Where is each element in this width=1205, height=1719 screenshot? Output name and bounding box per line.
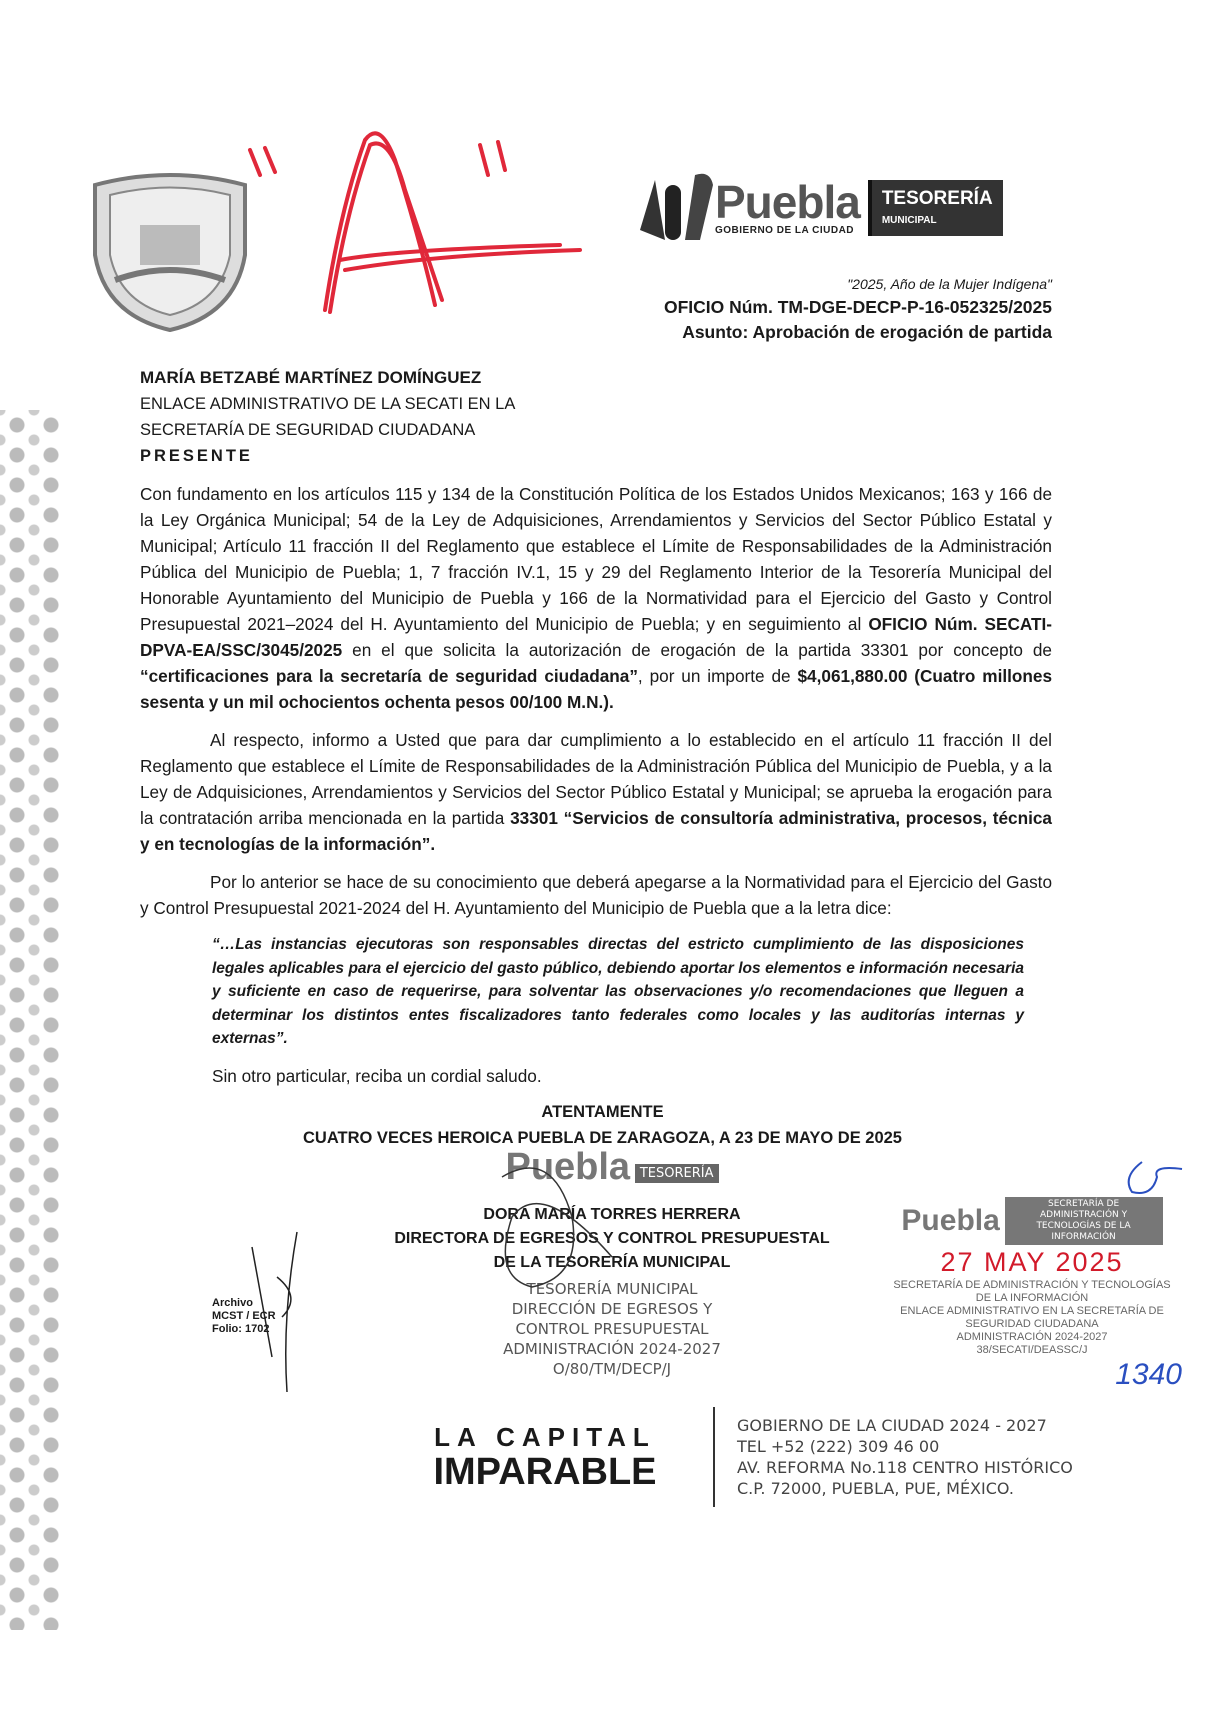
received-stamp-text [872,1279,1192,1357]
p1-text-3: , por un importe de [637,666,798,686]
p2-text: Al respecto, informo a Usted que para dar cumplimiento a lo establecido en el artículo 11 fracción II del Reglamento que establece el Límite de Responsabilidades de la Administración Pública del Municipio de Puebla, y a la Ley de Adquisiciones, Arrendamientos y Servicios del Sector Público Estatal y Municipal; se aprueba la erogación para la contratación arriba mencionada en la partida [140,730,1052,828]
archive-line: Folio: 1702 [212,1322,270,1335]
p1-oficio-ref: OFICIO Núm. SECATI-DPVA-EA/SSC/3045/2025 [140,614,1052,660]
closing: Sin otro particular, reciba un cordial saludo. [212,1065,542,1086]
stamp-line: ADMINISTRACIÓN 2024-2027 [503,1339,721,1358]
paragraph-2 [140,727,1052,857]
footer-postal: C.P. 72000, PUEBLA, PUE, MÉXICO. [737,1478,1014,1498]
archive-column [212,1157,362,1393]
signer-title-1: DIRECTORA DE EGRESOS Y CONTROL PRESUPUESTAL [394,1229,830,1247]
puebla-tesoreria-logo [635,170,1003,245]
stamp-line: SEGURIDAD CIUDADANA [965,1317,1099,1330]
stamp-logo-unit: TESORERÍA [635,1164,719,1183]
paragraph-3: Por lo anterior se hace de su conocimiento que deberá apegarse a la Normatividad para el Ejercicio del Gasto y Control Presupuestal 2021-2024 del H. Ayuntamiento del Municipio de Puebla que a la letra dice: [140,872,1052,918]
footer-phone: TEL +52 (222) 309 46 00 [737,1436,940,1456]
archive-line: MCST / ECR [212,1309,276,1322]
logo-puebla: Puebla [715,176,860,228]
recipient-title-1: ENLACE ADMINISTRATIVO DE LA SECATI EN LA [140,395,516,413]
oficio-number: OFICIO Núm. TM-DGE-DECP-P-16-052325/2025 [663,297,1052,317]
brand-line-2: IMPARABLE [433,1451,657,1493]
secati-logo-unit: SECRETARÍA DE ADMINISTRACIÓN Y TECNOLOGÍAS DE LA INFORMACIÓN [1005,1197,1163,1245]
handwritten-number: 1340 [1115,1357,1182,1391]
letter-content [0,365,1205,1507]
logo-subtitle: GOBIERNO DE LA CIUDAD [715,225,855,236]
footer-line: GOBIERNO DE LA CIUDAD 2024 - 2027 [737,1415,1047,1435]
logo-unit-box [868,180,1003,236]
received-date-stamp: 27 MAY 2025 [940,1246,1124,1277]
initials-signature [242,1227,312,1397]
signer-title-2: DE LA TESORERÍA MUNICIPAL [493,1253,731,1271]
stamp-line: ADMINISTRACIÓN 2024-2027 [956,1330,1108,1343]
received-stamp-column [872,1157,1192,1393]
quoted-regulation: “…Las instancias ejecutoras son responsables directas del estricto cumplimiento de las disposiciones legales aplicables para el ejercicio del gasto público, debiendo aportar los elementos e información necesaria y suficiente en caso de requerirse, para solventar las observaciones y/o recomendaciones que lleguen a determinar los distintos entes fiscalizadores tanto federales como locales y las auditorías internas y externas”. [212,936,1024,1047]
stamp-line: DIRECCIÓN DE EGRESOS Y [511,1299,713,1318]
footer-address: AV. REFORMA No.118 CENTRO HISTÓRICO [737,1457,1073,1477]
la-capital-imparable-logo [395,1422,695,1491]
subject: Asunto: Aprobación de erogación de partida [682,322,1052,342]
presente: PRESENTE [140,447,253,465]
footer-divider [713,1407,715,1507]
signature-column [362,1145,862,1393]
blue-handwritten-initials [1112,1157,1192,1197]
recipient-name: MARÍA BETZABÉ MARTÍNEZ DOMÍNGUEZ [140,368,482,387]
p1-amount: $4,061,880.00 (Cuatro millones sesenta y un mil ochocientos ochenta pesos 00/100 M.N.). [140,666,1053,712]
stamp-line: ENLACE ADMINISTRATIVO EN LA SECRETARÍA DE [900,1304,1164,1317]
stamp-line: 38/SECATI/DEASSC/J [976,1343,1088,1356]
p1-concept: “certificaciones para la secretaría de seguridad ciudadana” [140,666,638,686]
signature-section [0,1145,1205,1393]
recipient-title-2: SECRETARÍA DE SEGURIDAD CIUDADANA [140,421,476,439]
secati-logo-stamp [872,1197,1192,1245]
p2-partida: 33301 “Servicios de consultoría administrativa, procesos, técnica y en tecnologías de la información”. [140,808,1052,854]
recipient-block [140,365,1205,469]
paragraph-1 [140,481,1052,715]
stamp-logo-text: Puebla [505,1145,631,1188]
brand-line-1: LA CAPITAL [434,1422,656,1452]
footer [395,1407,1205,1507]
place-date: CUATRO VECES HEROICA PUEBLA DE ZARAGOZA, A 23 DE MAYO DE 2025 [303,1128,902,1147]
stamp-line: CONTROL PRESUPUESTAL [515,1319,709,1338]
atentamente: ATENTAMENTE [541,1102,664,1121]
year-slogan: "2025, Año de la Mujer Indígena" [847,276,1052,292]
stamp-line: TESORERÍA MUNICIPAL [526,1279,698,1298]
handwritten-signature [482,1157,632,1297]
red-handwritten-a-mark [230,120,650,340]
archive-line: Archivo [212,1296,253,1309]
logo-unit: TESORERÍA [881,187,993,209]
stamp-line: SECRETARÍA DE ADMINISTRACIÓN Y TECNOLOGÍAS [893,1278,1171,1291]
stamp-line: O/80/TM/DECP/J [552,1359,672,1378]
city-emblem-icon [635,170,715,245]
p1-text-2: en el que solicita la autorización de erogación de la partida 33301 por concepto de [342,640,1052,660]
secati-logo-text: Puebla [901,1203,1000,1237]
logo-unit-sub: MUNICIPAL [881,214,937,226]
stamp-line: DE LA INFORMACIÓN [975,1291,1089,1304]
p1-text: Con fundamento en los artículos 115 y 134 de la Constitución Política de los Estados Unidos Mexicanos; 163 y 166 de la Ley Orgánica Municipal; 54 de la Ley de Adquisiciones, Arrendamientos y Servicios del Sector Público Estatal y Municipal; Artículo 11 fracción II del Reglamento que establece el Límite de Responsabilidades de la Administración Pública del Municipio de Puebla; 1, 7 fracción IV.1, 15 y 29 del Reglamento Interior de la Tesorería Municipal del Honorable Ayuntamiento del Municipio de Puebla y 166 de la Normatividad para el Ejercicio del Gasto y Control Presupuestal 2021–2024 del H. Ayuntamiento del Municipio de Puebla; y en seguimiento al [140,484,1052,634]
footer-contact [737,1415,1073,1499]
signer-name: DORA MARÍA TORRES HERRERA [483,1205,741,1223]
